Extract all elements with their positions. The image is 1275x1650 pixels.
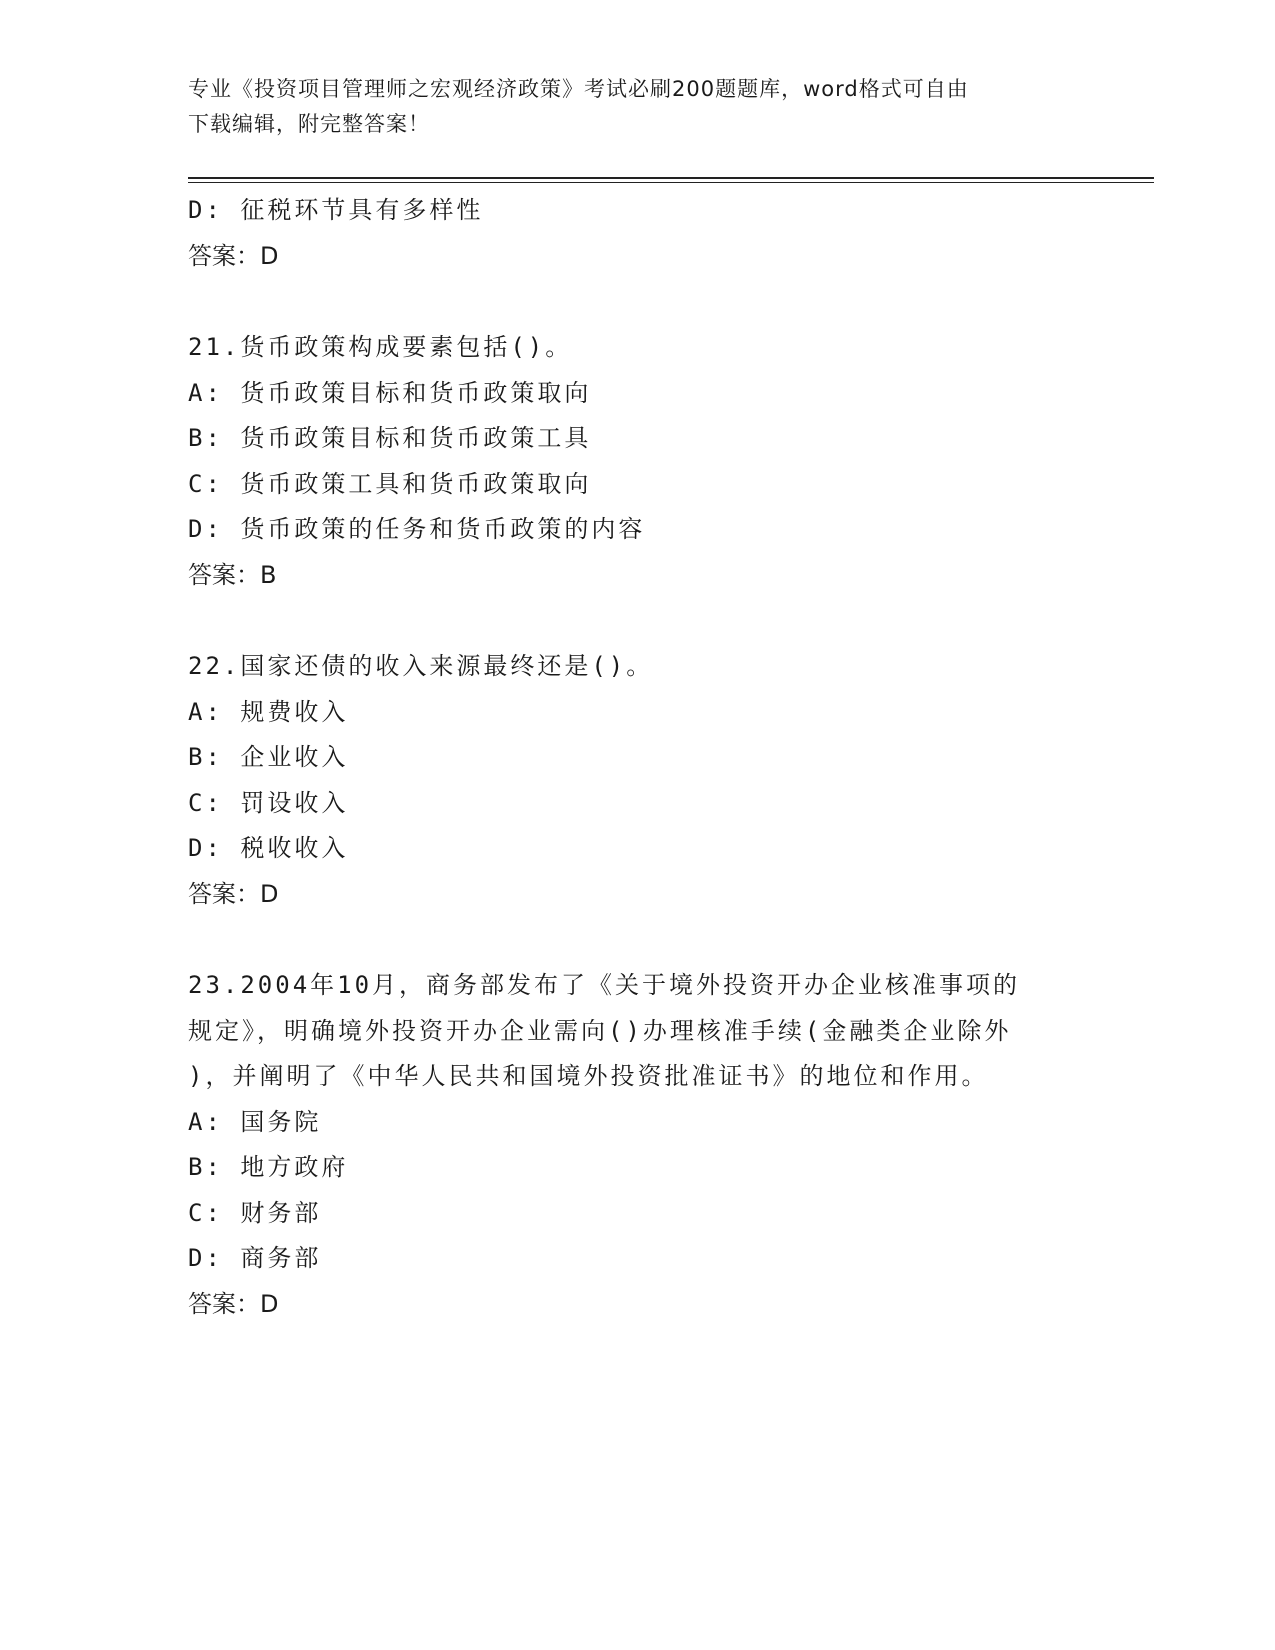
document-header: [188, 72, 1068, 142]
header-line-1: 专业《投资项目管理师之宏观经济政策》考试必刷200题题库，word格式可自由: [188, 77, 969, 101]
option-a: A: 货币政策目标和货币政策取向: [188, 378, 592, 407]
question-21: [188, 325, 1088, 598]
question-20-tail: [188, 188, 1088, 279]
question-stem-line-3: )，并阐明了《中华人民共和国境外投资批准证书》的地位和作用。: [188, 1062, 989, 1090]
option-b: B: 地方政府: [188, 1153, 349, 1181]
header-rule-thick: [188, 177, 1154, 179]
option-c: C: 罚设收入: [188, 788, 349, 817]
option-b: B: 货币政策目标和货币政策工具: [188, 424, 592, 452]
option-b: B: 企业收入: [188, 743, 349, 771]
option-a: A: 规费收入: [188, 697, 349, 726]
question-22: [188, 644, 1088, 917]
question-stem-line-2: 规定》，明确境外投资开办企业需向()办理核准手续(金融类企业除外: [188, 1016, 1012, 1045]
option-d: D: 征税环节具有多样性: [188, 196, 484, 224]
header-line-2: 下载编辑，附完整答案！: [188, 112, 430, 136]
option-d: D: 商务部: [188, 1244, 322, 1272]
answer-line: 答案：D: [188, 1289, 279, 1318]
question-stem: 21.货币政策构成要素包括()。: [188, 333, 573, 361]
question-stem: 22.国家还债的收入来源最终还是()。: [188, 652, 654, 680]
question-list: [188, 188, 1088, 1327]
option-d: D: 货币政策的任务和货币政策的内容: [188, 515, 646, 543]
answer-line: 答案：D: [188, 879, 279, 908]
question-stem-line-1: 23.2004年10月，商务部发布了《关于境外投资开办企业核准事项的: [188, 971, 1021, 999]
option-c: C: 货币政策工具和货币政策取向: [188, 469, 592, 498]
answer-line: 答案：D: [188, 241, 279, 270]
option-a: A: 国务院: [188, 1107, 322, 1136]
answer-line: 答案：B: [188, 560, 277, 589]
header-rule-thin: [188, 182, 1154, 183]
option-c: C: 财务部: [188, 1198, 322, 1227]
option-d: D: 税收收入: [188, 834, 349, 862]
question-23: [188, 963, 1088, 1327]
